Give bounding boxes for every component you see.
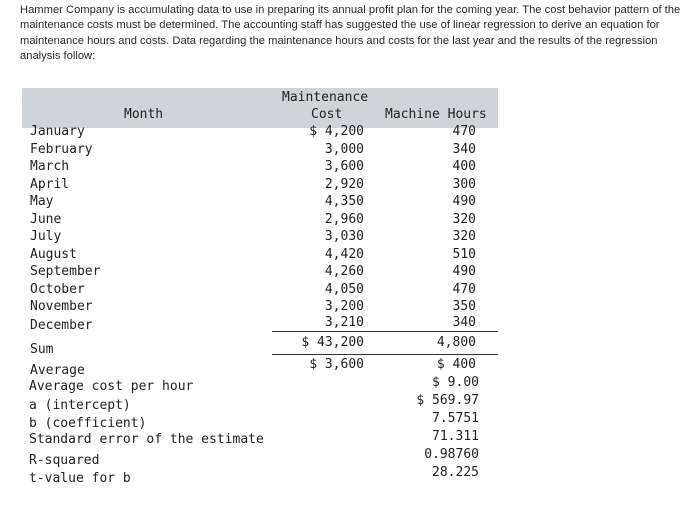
problem-intro [20, 3, 692, 64]
hours-cell: 340 [452, 141, 476, 157]
hours-cell: 350 [452, 299, 476, 314]
month-cell: May [30, 194, 54, 209]
stat-value: $ 569.97 [416, 393, 479, 408]
stat-label: Standard error of the estimate [29, 432, 264, 447]
hours-cell: 510 [452, 246, 476, 262]
cost-cell: 4,350 [324, 194, 364, 209]
month-cell: November [30, 299, 93, 314]
month-cell: September [30, 264, 101, 279]
stat-value: 7.5751 [432, 411, 479, 426]
month-cell: March [30, 159, 70, 174]
cost-cell: 2,960 [324, 211, 364, 227]
cost-cell: 3,200 [324, 299, 364, 314]
cost-cell: 2,920 [324, 176, 364, 192]
month-cell: December [30, 318, 93, 333]
month-cell: October [30, 281, 85, 297]
header-hours: Machine Hours [385, 107, 487, 122]
hours-cell: 340 [452, 315, 476, 330]
stat-value: 28.225 [432, 465, 479, 480]
month-cell: June [30, 211, 62, 227]
average-cost: $ 3,600 [309, 357, 364, 372]
cost-cell: $ 4,200 [309, 124, 364, 139]
hours-cell: 300 [452, 176, 476, 192]
cost-cell: 4,260 [324, 264, 364, 279]
hours-cell: 470 [452, 281, 476, 297]
stat-label: R-squared [29, 453, 100, 468]
header-cost-line1: Maintenance [282, 90, 369, 105]
hours-cell: 400 [452, 159, 476, 174]
average-rule [272, 354, 498, 355]
hours-cell: 490 [452, 264, 476, 279]
month-cell: August [30, 246, 77, 262]
month-cell: January [30, 124, 85, 139]
sum-cost: $ 43,200 [301, 335, 364, 350]
stat-value: 71.311 [432, 429, 479, 444]
hours-cell: 320 [452, 229, 476, 244]
month-cell: February [30, 141, 93, 157]
cost-cell: 3,000 [324, 141, 364, 157]
average-label: Average [30, 363, 85, 378]
sum-label: Sum [30, 342, 54, 357]
stat-label: Average cost per hour [29, 379, 194, 394]
header-cost-line2: Cost [311, 107, 343, 122]
stat-value: $ 9.00 [432, 375, 479, 390]
sum-rule [272, 331, 498, 332]
cost-cell: 3,210 [324, 315, 364, 330]
stat-value: 0.98760 [424, 447, 479, 462]
month-cell: April [30, 176, 70, 192]
hours-cell: 320 [452, 211, 476, 227]
stat-label: b (coefficient) [29, 416, 147, 431]
average-hours: $ 400 [436, 357, 476, 372]
sum-hours: 4,800 [436, 335, 476, 350]
intro-text: Hammer Company is accumulating data to use in preparing its annual profit plan for the coming year. The cost behavior pattern of the maintenance costs must be determined. The accounting staff has suggested the use of linear regression to derive an equation for maintenance hours and costs. Data regarding the maintenance hours and costs for the last year and the results of the regression analysis follow: [20, 4, 681, 62]
stat-label: a (intercept) [29, 398, 131, 413]
header-month: Month [124, 107, 164, 122]
hours-cell: 470 [452, 124, 476, 139]
cost-cell: 3,600 [324, 159, 364, 174]
cost-cell: 4,050 [324, 281, 364, 297]
cost-cell: 4,420 [324, 246, 364, 262]
hours-cell: 490 [452, 194, 476, 209]
month-cell: July [30, 229, 62, 244]
stat-label: t-value for b [29, 471, 131, 486]
cost-cell: 3,030 [324, 229, 364, 244]
